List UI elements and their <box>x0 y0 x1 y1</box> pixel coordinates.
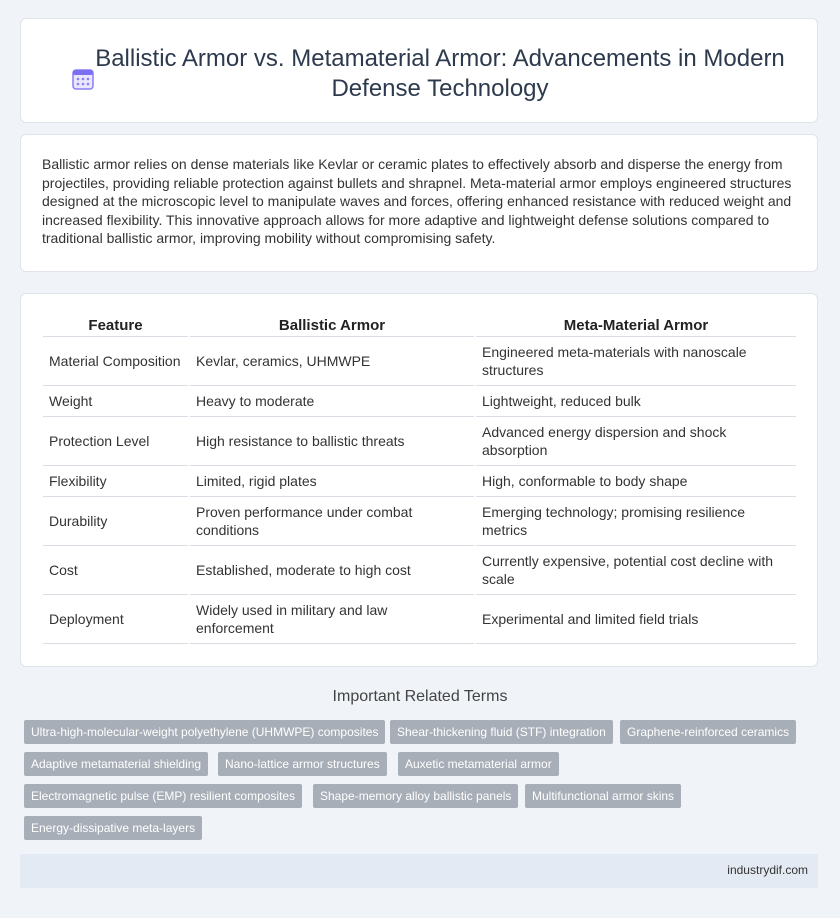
column-header-ballistic: Ballistic Armor <box>190 314 474 337</box>
table-cell: Cost <box>43 546 188 595</box>
related-term-tag[interactable]: Multifunctional armor skins <box>525 784 681 808</box>
table-cell: Advanced energy dispersion and shock absorption <box>476 417 796 466</box>
footer-bar <box>20 854 818 888</box>
related-term-tag[interactable]: Adaptive metamaterial shielding <box>24 752 208 776</box>
table-row <box>43 386 796 417</box>
intro-card <box>20 134 818 272</box>
column-header-metamaterial: Meta-Material Armor <box>476 314 796 337</box>
related-term-tag[interactable]: Shear-thickening fluid (STF) integration <box>390 720 613 744</box>
table-header-row <box>43 314 796 337</box>
comparison-table-card <box>20 293 818 667</box>
table-row <box>43 497 796 546</box>
related-term-tag[interactable]: Graphene-reinforced ceramics <box>620 720 796 744</box>
table-cell: High, conformable to body shape <box>476 466 796 497</box>
table-cell: Weight <box>43 386 188 417</box>
table-row <box>43 595 796 644</box>
table-row <box>43 546 796 595</box>
table-cell: Emerging technology; promising resilience metrics <box>476 497 796 546</box>
table-cell: Established, moderate to high cost <box>190 546 474 595</box>
related-term-tag[interactable]: Electromagnetic pulse (EMP) resilient composites <box>24 784 302 808</box>
related-term-tag[interactable]: Auxetic metamaterial armor <box>398 752 559 776</box>
table-cell: Proven performance under combat conditions <box>190 497 474 546</box>
comparison-table <box>41 314 798 644</box>
table-cell: Engineered meta-materials with nanoscale structures <box>476 337 796 386</box>
table-cell: Widely used in military and law enforcement <box>190 595 474 644</box>
table-cell: Protection Level <box>43 417 188 466</box>
table-row <box>43 417 796 466</box>
table-cell: Flexibility <box>43 466 188 497</box>
related-terms-heading: Important Related Terms <box>332 688 508 705</box>
table-row <box>43 337 796 386</box>
table-cell: Deployment <box>43 595 188 644</box>
page-title: Ballistic Armor vs. Metamaterial Armor: Advancements in Modern Defense Technology <box>95 45 785 102</box>
related-term-tag[interactable]: Shape-memory alloy ballistic panels <box>313 784 518 808</box>
table-cell: Experimental and limited field trials <box>476 595 796 644</box>
table-row <box>43 466 796 497</box>
table-cell: Material Composition <box>43 337 188 386</box>
table-cell: Heavy to moderate <box>190 386 474 417</box>
related-term-tag[interactable]: Nano-lattice armor structures <box>218 752 387 776</box>
table-cell: Currently expensive, potential cost decline with scale <box>476 546 796 595</box>
title-card <box>20 18 818 123</box>
footer-site-link[interactable]: industrydif.com <box>727 863 808 877</box>
table-cell: Kevlar, ceramics, UHMWPE <box>190 337 474 386</box>
table-cell: High resistance to ballistic threats <box>190 417 474 466</box>
column-header-feature: Feature <box>43 314 188 337</box>
related-term-tag[interactable]: Ultra-high-molecular-weight polyethylene (UHMWPE) composites <box>24 720 385 744</box>
table-cell: Durability <box>43 497 188 546</box>
related-term-tag[interactable]: Energy-dissipative meta-layers <box>24 816 202 840</box>
intro-paragraph: Ballistic armor relies on dense materials like Kevlar or ceramic plates to effectively absorb and disperse the energy from projectiles, providing reliable protection against bullets and shrapnel. Meta-material armor employs engineered structures designed at the microscopic level to manipulate waves and forces, offering enhanced resistance with reduced weight and increased flexibility. This innovative approach allows for more adaptive and lightweight defense solutions compared to traditional ballistic armor, improving mobility without compromising safety. <box>42 156 792 246</box>
table-cell: Limited, rigid plates <box>190 466 474 497</box>
table-cell: Lightweight, reduced bulk <box>476 386 796 417</box>
